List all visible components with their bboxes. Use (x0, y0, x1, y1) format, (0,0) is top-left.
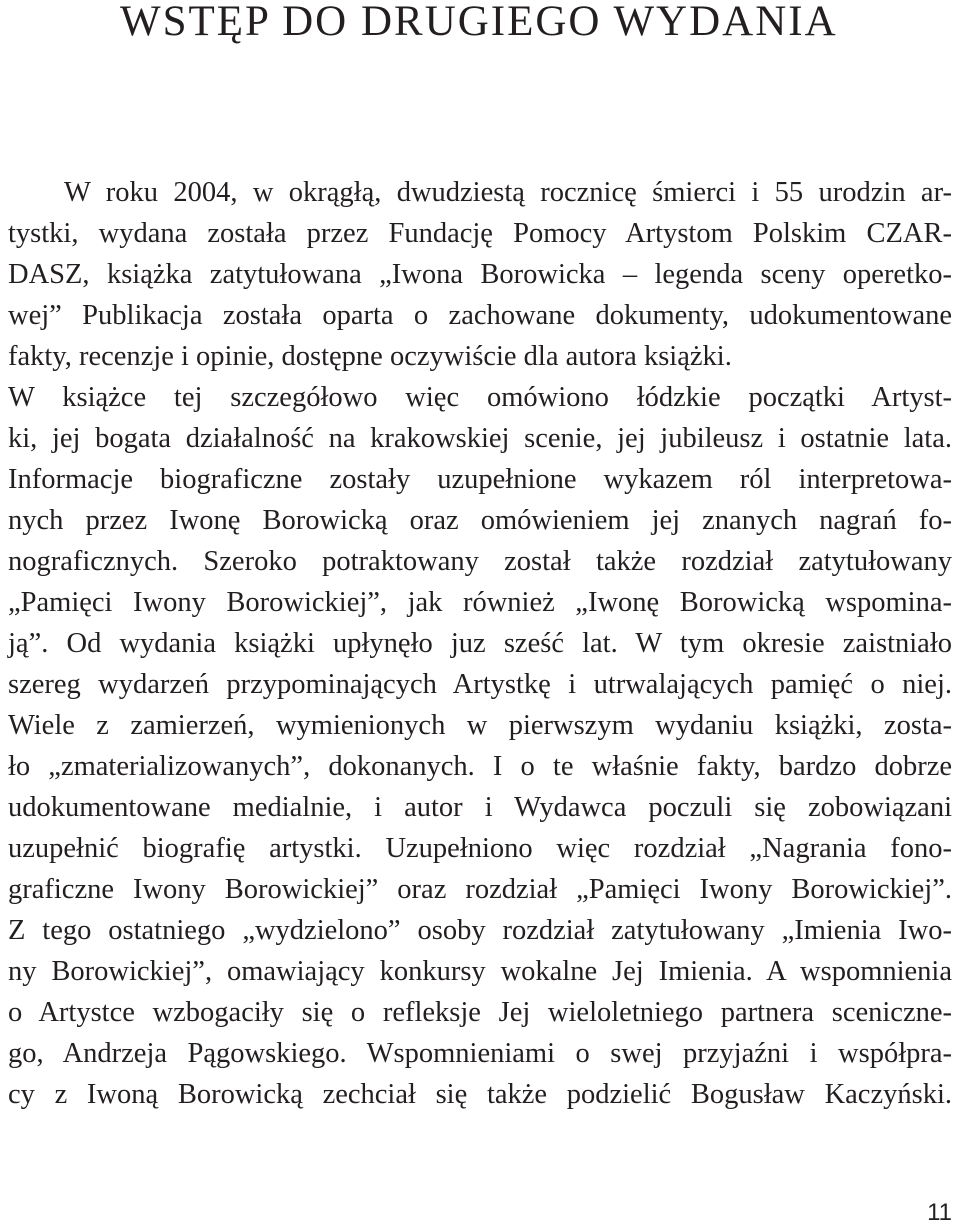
text-line: nych przez Iwonę Borowicką oraz omówieniem jej znanych nagrań fo- (8, 505, 952, 536)
text-line: udokumentowane medialnie, i autor i Wydawca poczuli się zobowiązani (8, 792, 952, 823)
text-line: ją”. Od wydania książki upłynęło juz sześć lat. W tym okresie zaistniało (8, 628, 952, 659)
text-line: ło „zmaterializowanych”, dokonanych. I o te właśnie fakty, bardzo dobrze (8, 751, 952, 782)
text-line: Z tego ostatniego „wydzielono” osoby rozdział zatytułowany „Imienia Iwo- (8, 915, 952, 946)
text-line: wej” Publikacja została oparta o zachowane dokumenty, udokumentowane (8, 300, 952, 331)
text-line: ny Borowickiej”, omawiający konkursy wokalne Jej Imienia. A wspomnienia (8, 956, 952, 987)
text-line: ki, jej bogata działalność na krakowskiej scenie, jej jubileusz i ostatnie lata. (8, 423, 952, 454)
text-line: szereg wydarzeń przypominających Artystkę i utrwalających pamięć o niej. (8, 669, 952, 700)
text-line: nograficznych. Szeroko potraktowany został także rozdział zatytułowany (8, 546, 952, 577)
text-line: tystki, wydana została przez Fundację Pomocy Artystom Polskim CZAR- (8, 218, 952, 249)
text-line: fakty, recenzje i opinie, dostępne oczywiście dla autora książki. (8, 341, 732, 372)
text-line: W roku 2004, w okrągłą, dwudziestą rocznicę śmierci i 55 urodzin ar- (64, 177, 952, 208)
text-line: uzupełnić biografię artystki. Uzupełniono więc rozdział „Nagrania fono- (8, 833, 952, 864)
text-line: graficzne Iwony Borowickiej” oraz rozdział „Pamięci Iwony Borowickiej”. (8, 874, 952, 905)
text-line: „Pamięci Iwony Borowickiej”, jak również „Iwonę Borowicką wspomina- (8, 587, 952, 618)
page-number: 11 (927, 1199, 952, 1226)
text-line: cy z Iwoną Borowicką zechciał się także podzielić Bogusław Kaczyński. (8, 1079, 952, 1110)
text-line: go, Andrzeja Pągowskiego. Wspomnieniami o swej przyjaźni i współpra- (8, 1038, 952, 1069)
body-paragraph (8, 172, 952, 1115)
text-line: DASZ, książka zatytułowana „Iwona Borowicka – legenda sceny operetko- (8, 259, 952, 290)
text-line: Wiele z zamierzeń, wymienionych w pierwszym wydaniu książki, zosta- (8, 710, 952, 741)
text-line: o Artystce wzbogaciły się o refleksje Jej wieloletniego partnera sceniczne- (8, 997, 952, 1028)
page-title: WSTĘP DO DRUGIEGO WYDANIA (120, 0, 838, 45)
text-line: W książce tej szczegółowo więc omówiono łódzkie początki Artyst- (8, 382, 952, 413)
text-line: Informacje biograficzne zostały uzupełnione wykazem ról interpretowa- (8, 464, 952, 495)
